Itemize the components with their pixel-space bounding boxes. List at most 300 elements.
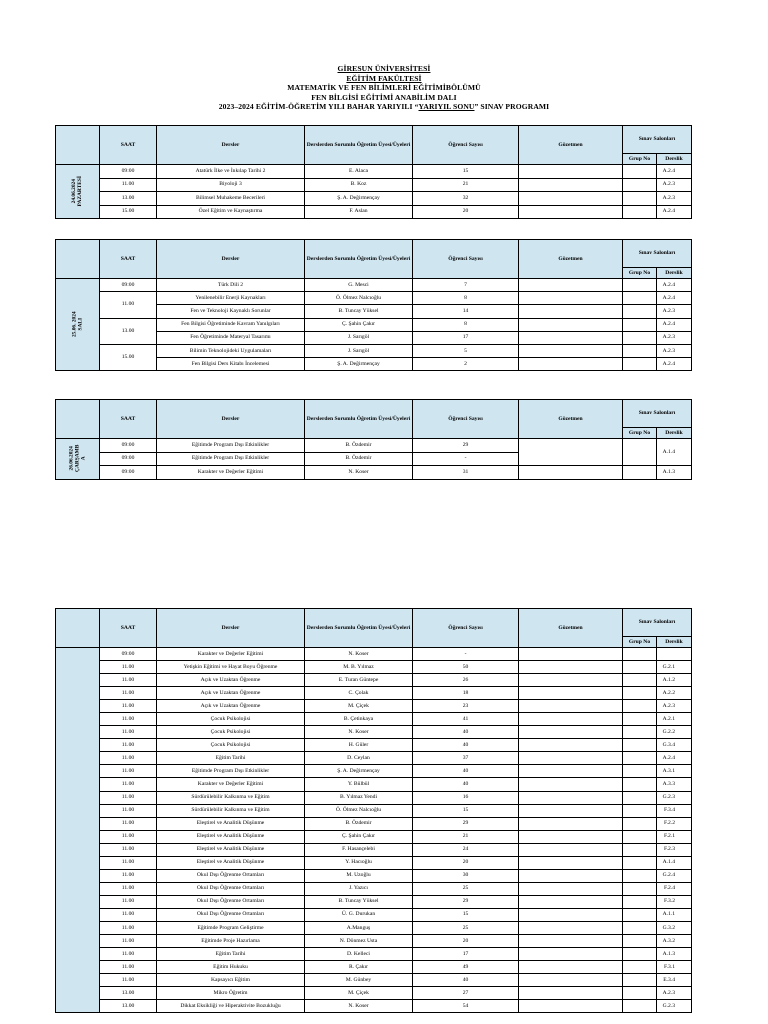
table-row xyxy=(56,739,692,752)
table-row xyxy=(56,869,692,882)
col-gozetmen: Gözetmen xyxy=(519,400,623,439)
row-grup-no xyxy=(623,895,657,908)
row-saat: 11.00 xyxy=(100,843,157,856)
exam-table-monday xyxy=(55,125,692,219)
row-hoca: Ö. Ölmez Nalcıoğlu xyxy=(305,804,413,817)
col-grup-no: Grup No xyxy=(623,428,657,439)
row-ders: Yetişkin Eğitimi ve Hayat Boyu Öğrenme xyxy=(157,661,305,674)
row-ders: Açık ve Uzaktan Öğrenme xyxy=(157,687,305,700)
row-sayi: 30 xyxy=(413,869,519,882)
col-gozetmen: Gözetmen xyxy=(519,126,623,165)
col-grup-no: Grup No xyxy=(623,154,657,165)
row-gozetmen xyxy=(519,961,623,974)
row-sayi: 54 xyxy=(413,1000,519,1013)
row-sayi: 20 xyxy=(413,205,519,219)
row-derslik: A.2.3 xyxy=(657,305,692,318)
row-sayi: 40 xyxy=(413,765,519,778)
col-derslik: Derslik xyxy=(657,637,692,648)
row-gozetmen xyxy=(519,713,623,726)
row-hoca: J. Sarıgöl xyxy=(305,331,413,344)
row-sayi: 7 xyxy=(413,279,519,292)
row-ders: Eğitimde Program Geliştirme xyxy=(157,921,305,934)
row-saat: 11.00 xyxy=(100,921,157,934)
row-hoca: N. Dönmez Usta xyxy=(305,935,413,948)
row-gozetmen xyxy=(519,948,623,961)
row-sayi: 25 xyxy=(413,921,519,934)
row-ders: Eleştirel ve Analitik Düşünme xyxy=(157,856,305,869)
row-ders: Eğitim Hukuku xyxy=(157,961,305,974)
row-gozetmen xyxy=(519,935,623,948)
row-saat: 09:00 xyxy=(100,439,157,453)
row-ders: Fen Öğretiminde Materyal Tasarımı xyxy=(157,331,305,344)
row-gozetmen xyxy=(519,752,623,765)
division-title: FEN BİLGİSİ EĞİTİMİ ANABİLİM DALI xyxy=(311,92,457,102)
row-gozetmen xyxy=(519,908,623,921)
col-ogrenci-sayisi: Öğrenci Sayısı xyxy=(413,126,519,165)
row-saat: 11.00 xyxy=(100,778,157,791)
row-derslik: A.2.4 xyxy=(657,752,692,765)
row-saat: 15.00 xyxy=(100,205,157,219)
row-sayi: 49 xyxy=(413,961,519,974)
row-gozetmen xyxy=(519,778,623,791)
program-title: 2023–2024 EĞİTİM-ÖĞRETİM YILI BAHAR YARIYILI “YARIYIL SONU” SINAV PROGRAMI xyxy=(218,102,550,112)
table-row xyxy=(56,648,692,661)
row-sayi: 8 xyxy=(413,318,519,331)
row-hoca: G. Mesci xyxy=(305,279,413,292)
exam-table-continued xyxy=(55,608,692,1013)
col-saat: SAAT xyxy=(100,126,157,165)
row-gozetmen xyxy=(519,987,623,1000)
row-derslik: F.2.2 xyxy=(657,817,692,830)
row-derslik: G.2.1 xyxy=(657,661,692,674)
row-sayi: 8 xyxy=(413,292,519,305)
table-row xyxy=(56,817,692,830)
row-saat: 11.00 xyxy=(100,804,157,817)
row-sayi: 41 xyxy=(413,713,519,726)
row-sayi: - xyxy=(413,648,519,661)
row-saat: 09:00 xyxy=(100,165,157,179)
table-row xyxy=(56,882,692,895)
document-header xyxy=(0,64,768,112)
row-derslik: G.2.4 xyxy=(657,869,692,882)
col-saat: SAAT xyxy=(100,400,157,439)
col-ogrenci-sayisi: Öğrenci Sayısı xyxy=(413,400,519,439)
col-derslik: Derslik xyxy=(657,268,692,279)
row-ders: Eğitim Tarihi xyxy=(157,752,305,765)
row-saat: 11.00 xyxy=(100,908,157,921)
table-row xyxy=(56,961,692,974)
row-derslik: A.3.3 xyxy=(657,778,692,791)
row-hoca: H. Güler xyxy=(305,739,413,752)
col-dersler: Dersler xyxy=(157,126,305,165)
row-hoca: N. Koser xyxy=(305,466,413,480)
row-hoca: M. Çiçek xyxy=(305,700,413,713)
row-derslik: F.3.1 xyxy=(657,961,692,974)
table-row xyxy=(56,674,692,687)
row-ders: Okul Dışı Öğrenme Ortamları xyxy=(157,882,305,895)
table-row xyxy=(56,713,692,726)
row-gozetmen xyxy=(519,726,623,739)
row-sayi: 31 xyxy=(413,466,519,480)
row-saat: 11.00 xyxy=(100,674,157,687)
row-gozetmen xyxy=(519,869,623,882)
row-sayi: 20 xyxy=(413,856,519,869)
row-derslik: A.2.3 xyxy=(657,178,692,192)
row-saat: 15.00 xyxy=(100,344,157,370)
row-grup-no xyxy=(623,1000,657,1013)
row-derslik: F.3.4 xyxy=(657,804,692,817)
row-hoca: J. Yazıcı xyxy=(305,882,413,895)
row-sayi: 14 xyxy=(413,305,519,318)
table-row xyxy=(56,974,692,987)
row-hoca: B. Yılmaz Yendi xyxy=(305,791,413,804)
row-saat: 11.00 xyxy=(100,974,157,987)
row-grup-no xyxy=(623,791,657,804)
row-hoca: B. Özdemir xyxy=(305,817,413,830)
row-sayi: 40 xyxy=(413,778,519,791)
row-sayi: 40 xyxy=(413,739,519,752)
row-derslik: A.2.4 xyxy=(657,165,692,179)
row-saat: 11.00 xyxy=(100,882,157,895)
row-hoca: B. Koz xyxy=(305,178,413,192)
row-grup-no xyxy=(623,674,657,687)
row-derslik: G.2.2 xyxy=(657,726,692,739)
row-saat: 09:00 xyxy=(100,648,157,661)
table-row xyxy=(56,726,692,739)
row-hoca: E. Alaca xyxy=(305,165,413,179)
table-row xyxy=(56,921,692,934)
row-derslik: A.2.4 xyxy=(657,318,692,331)
row-sayi: 26 xyxy=(413,674,519,687)
row-grup-no xyxy=(623,830,657,843)
row-hoca: D. Kelleci xyxy=(305,948,413,961)
row-hoca: B. Özdemir xyxy=(305,439,413,453)
row-derslik: A.2.3 xyxy=(657,331,692,344)
row-grup-no xyxy=(623,961,657,974)
row-sayi: - xyxy=(413,452,519,466)
table-row xyxy=(56,935,692,948)
row-derslik: A.2.1 xyxy=(657,713,692,726)
row-sayi: 29 xyxy=(413,895,519,908)
row-ders: Bilimsel Muhakeme Becerileri xyxy=(157,192,305,206)
row-hoca: Ö. Ölmez Nalcıoğlu xyxy=(305,292,413,305)
table-row xyxy=(56,856,692,869)
row-hoca: E. Turan Güntepe xyxy=(305,674,413,687)
row-grup-no xyxy=(623,908,657,921)
row-sayi: 5 xyxy=(413,344,519,357)
row-ders: Sürdürülebilir Kalkınma ve Eğitim xyxy=(157,804,305,817)
row-grup-no xyxy=(623,856,657,869)
row-ders: Okul Dışı Öğrenme Ortamları xyxy=(157,869,305,882)
row-hoca: B. Tuncay Yüksel xyxy=(305,895,413,908)
row-ders: Dikkat Eksikliği ve Hiperaktivite Bozukluğu xyxy=(157,1000,305,1013)
row-derslik: A.2.4 xyxy=(657,205,692,219)
row-saat: 11.00 xyxy=(100,661,157,674)
day-label: 26.06.2024 ÇARŞAMB A xyxy=(56,439,100,480)
row-saat: 09:00 xyxy=(100,279,157,292)
row-grup-no xyxy=(623,974,657,987)
row-hoca: J. Sarıgöl xyxy=(305,344,413,357)
row-grup-no xyxy=(623,804,657,817)
row-hoca: F. Hasançelebi xyxy=(305,843,413,856)
row-ders: Sürdürülebilir Kalkınma ve Eğitim xyxy=(157,791,305,804)
row-saat: 11.00 xyxy=(100,726,157,739)
row-hoca: B. Çetinkaya xyxy=(305,713,413,726)
row-ders: Özel Eğitim ve Kaynaştırma xyxy=(157,205,305,219)
row-hoca: Y. Hacıoğlu xyxy=(305,856,413,869)
row-gozetmen xyxy=(519,817,623,830)
row-hoca: Ş. A. Değirmençay xyxy=(305,192,413,206)
row-hoca: Ş. A. Değirmençay xyxy=(305,765,413,778)
row-hoca: Ç. Şahin Çakır xyxy=(305,318,413,331)
col-dersler: Dersler xyxy=(157,240,305,279)
row-ders: Çocuk Psikolojisi xyxy=(157,739,305,752)
row-hoca: Ş. A. Değirmençay xyxy=(305,358,413,371)
row-sayi: 21 xyxy=(413,830,519,843)
day-label xyxy=(56,648,100,1013)
row-grup-no xyxy=(623,765,657,778)
row-ders: Eğitimde Program Dışı Etkinlikler xyxy=(157,439,305,453)
row-gozetmen xyxy=(519,856,623,869)
row-sayi: 18 xyxy=(413,687,519,700)
row-grup-no xyxy=(623,869,657,882)
row-derslik: A.2.3 xyxy=(657,987,692,1000)
row-saat: 11.00 xyxy=(100,856,157,869)
row-ders: Açık ve Uzaktan Öğrenme xyxy=(157,674,305,687)
row-ders: Türk Dili 2 xyxy=(157,279,305,292)
row-derslik: A.1.1 xyxy=(657,908,692,921)
row-ders: Okul Dışı Öğrenme Ortamları xyxy=(157,908,305,921)
col-sorumlu: Derslerden Sorumlu Öğretim Üyesi/Üyeleri xyxy=(305,126,413,165)
row-gozetmen xyxy=(519,895,623,908)
row-saat: 11.00 xyxy=(100,687,157,700)
row-derslik: G.3.4 xyxy=(657,739,692,752)
row-derslik: A.1.4 xyxy=(657,856,692,869)
row-derslik: F.2.3 xyxy=(657,843,692,856)
row-saat: 09:00 xyxy=(100,466,157,480)
col-sinav-salonlari: Sınav Salonları xyxy=(623,400,692,428)
row-derslik: G.2.3 xyxy=(657,791,692,804)
col-derslik: Derslik xyxy=(657,154,692,165)
row-derslik: E.3.4 xyxy=(657,974,692,987)
col-dersler: Dersler xyxy=(157,400,305,439)
row-grup-no xyxy=(623,687,657,700)
row-ders: Karakter ve Değerler Eğitimi xyxy=(157,648,305,661)
table-row xyxy=(56,752,692,765)
row-grup-no xyxy=(623,661,657,674)
row-saat: 11.00 xyxy=(100,700,157,713)
row-sayi: 15 xyxy=(413,804,519,817)
table-row xyxy=(56,948,692,961)
row-sayi: 37 xyxy=(413,752,519,765)
row-gozetmen xyxy=(519,791,623,804)
row-derslik: A.2.3 xyxy=(657,700,692,713)
row-ders: Fen Bilgisi Ders Kitabı İncelemesi xyxy=(157,358,305,371)
row-saat: 11.00 xyxy=(100,961,157,974)
row-saat: 09:00 xyxy=(100,452,157,466)
row-ders: Mikro Öğretim xyxy=(157,987,305,1000)
row-saat: 11.00 xyxy=(100,739,157,752)
row-gozetmen xyxy=(519,1000,623,1013)
table-row xyxy=(56,778,692,791)
row-gozetmen xyxy=(519,648,623,661)
row-saat: 13.00 xyxy=(100,1000,157,1013)
row-gozetmen xyxy=(519,739,623,752)
row-sayi: 40 xyxy=(413,726,519,739)
row-grup-no xyxy=(623,843,657,856)
row-gozetmen xyxy=(519,687,623,700)
col-ogrenci-sayisi: Öğrenci Sayısı xyxy=(413,609,519,648)
row-sayi: 25 xyxy=(413,882,519,895)
row-hoca: M. Çiçek xyxy=(305,987,413,1000)
row-derslik: F.3.2 xyxy=(657,895,692,908)
row-hoca: M. Günbey xyxy=(305,974,413,987)
row-saat: 11.00 xyxy=(100,830,157,843)
col-sorumlu: Derslerden Sorumlu Öğretim Üyesi/Üyeleri xyxy=(305,400,413,439)
row-sayi: 40 xyxy=(413,974,519,987)
table-row xyxy=(56,987,692,1000)
row-ders: Kapsayıcı Eğitim xyxy=(157,974,305,987)
row-sayi: 23 xyxy=(413,700,519,713)
row-hoca: D. Ceylan xyxy=(305,752,413,765)
row-hoca: N. Koser xyxy=(305,648,413,661)
faculty-title: EĞİTİM FAKÜLTESİ xyxy=(346,73,422,83)
row-derslik: A.2.4 xyxy=(657,279,692,292)
row-ders: Eğitimde Program Dışı Etkinlikler xyxy=(157,452,305,466)
table-row xyxy=(56,843,692,856)
row-derslik: A.3.1 xyxy=(657,765,692,778)
col-sinav-salonlari: Sınav Salonları xyxy=(623,240,692,268)
row-ders: Biyoloji 3 xyxy=(157,178,305,192)
row-sayi: 20 xyxy=(413,935,519,948)
row-ders: Eleştirel ve Analitik Düşünme xyxy=(157,843,305,856)
row-hoca: M. Uzoğlu xyxy=(305,869,413,882)
row-derslik xyxy=(657,648,692,661)
row-derslik: A.2.2 xyxy=(657,687,692,700)
row-hoca: N. Koser xyxy=(305,726,413,739)
row-ders: Bilimin Teknolojideki Uygulamaları xyxy=(157,344,305,357)
row-derslik: F.2.4 xyxy=(657,882,692,895)
table-row xyxy=(56,687,692,700)
row-gozetmen xyxy=(519,765,623,778)
col-saat: SAAT xyxy=(100,240,157,279)
row-grup-no xyxy=(623,752,657,765)
col-sinav-salonlari: Sınav Salonları xyxy=(623,126,692,154)
row-ders: Atatürk İlke ve İnkılap Tarihi 2 xyxy=(157,165,305,179)
row-ders: Çocuk Psikolojisi xyxy=(157,713,305,726)
row-ders: Eğitim Tarihi xyxy=(157,948,305,961)
row-derslik: A.2.3 xyxy=(657,344,692,357)
row-grup-no xyxy=(623,739,657,752)
row-saat: 11.00 xyxy=(100,791,157,804)
row-derslik: A.1.3 xyxy=(657,466,692,480)
table-row xyxy=(56,895,692,908)
row-gozetmen xyxy=(519,700,623,713)
row-sayi: 32 xyxy=(413,192,519,206)
row-derslik: F.2.1 xyxy=(657,830,692,843)
university-title: GİRESUN ÜNİVERSİTESİ xyxy=(337,64,431,73)
col-ogrenci-sayisi: Öğrenci Sayısı xyxy=(413,240,519,279)
row-sayi: 29 xyxy=(413,439,519,453)
row-hoca: A.Manguş xyxy=(305,921,413,934)
row-hoca: B. Tuncay Yüksel xyxy=(305,305,413,318)
row-saat: 11.00 xyxy=(100,713,157,726)
row-grup-no xyxy=(623,713,657,726)
row-gozetmen xyxy=(519,661,623,674)
row-sayi: 27 xyxy=(413,987,519,1000)
row-hoca: M. B. Yılmaz xyxy=(305,661,413,674)
row-ders: Fen ve Teknoloji Kaynaklı Sorunlar xyxy=(157,305,305,318)
col-sinav-salonlari: Sınav Salonları xyxy=(623,609,692,637)
row-saat: 11.00 xyxy=(100,817,157,830)
row-hoca: F. Aslan xyxy=(305,205,413,219)
row-hoca: Ç. Şahin Çakır xyxy=(305,830,413,843)
table-row xyxy=(56,661,692,674)
col-gozetmen: Gözetmen xyxy=(519,240,623,279)
row-sayi: 21 xyxy=(413,178,519,192)
row-saat: 11.00 xyxy=(100,178,157,192)
row-gozetmen xyxy=(519,974,623,987)
col-sorumlu: Derslerden Sorumlu Öğretim Üyesi/Üyeleri xyxy=(305,240,413,279)
row-ders: Açık ve Uzaktan Öğrenme xyxy=(157,700,305,713)
row-hoca: B. Özdemir xyxy=(305,452,413,466)
row-grup-no xyxy=(623,935,657,948)
col-grup-no: Grup No xyxy=(623,637,657,648)
row-hoca: Y. Bülbül xyxy=(305,778,413,791)
row-gozetmen xyxy=(519,674,623,687)
row-saat: 11.00 xyxy=(100,765,157,778)
row-saat: 11.00 xyxy=(100,752,157,765)
row-grup-no xyxy=(623,817,657,830)
col-saat: SAAT xyxy=(100,609,157,648)
row-saat: 11.00 xyxy=(100,948,157,961)
row-grup-no xyxy=(623,921,657,934)
table-row xyxy=(56,700,692,713)
row-derslik: A.1.2 xyxy=(657,674,692,687)
row-gozetmen xyxy=(519,921,623,934)
row-sayi: 29 xyxy=(413,817,519,830)
row-ders: Karakter ve Değerler Eğitimi xyxy=(157,778,305,791)
table-row xyxy=(56,765,692,778)
row-ders: Eleştirel ve Analitik Düşünme xyxy=(157,817,305,830)
exam-table-wednesday xyxy=(55,399,692,480)
day-label: 25.06. 2024 SALI xyxy=(56,279,100,371)
row-grup-no xyxy=(623,700,657,713)
row-sayi: 15 xyxy=(413,908,519,921)
row-sayi: 15 xyxy=(413,165,519,179)
exam-table-tuesday xyxy=(55,239,692,371)
row-sayi: 17 xyxy=(413,331,519,344)
col-derslik: Derslik xyxy=(657,428,692,439)
row-ders: Karakter ve Değerler Eğitimi xyxy=(157,466,305,480)
table-row xyxy=(56,908,692,921)
row-ders: Eleştirel ve Analitik Düşünme xyxy=(157,830,305,843)
row-saat: 11.00 xyxy=(100,869,157,882)
row-ders: Yenilenebilir Enerji Kaynakları xyxy=(157,292,305,305)
row-hoca: N. Koser xyxy=(305,1000,413,1013)
row-derslik: A.1.3 xyxy=(657,948,692,961)
row-grup-no xyxy=(623,778,657,791)
table-row xyxy=(56,804,692,817)
row-gozetmen xyxy=(519,882,623,895)
row-sayi: 16 xyxy=(413,791,519,804)
col-sorumlu: Derslerden Sorumlu Öğretim Üyesi/Üyeleri xyxy=(305,609,413,648)
row-hoca: Ü. G. Durukan xyxy=(305,908,413,921)
row-ders: Eğitimde Proje Hazırlama xyxy=(157,935,305,948)
table-row xyxy=(56,830,692,843)
row-derslik: A.1.4 xyxy=(657,439,692,466)
row-ders: Okul Dışı Öğrenme Ortamları xyxy=(157,895,305,908)
